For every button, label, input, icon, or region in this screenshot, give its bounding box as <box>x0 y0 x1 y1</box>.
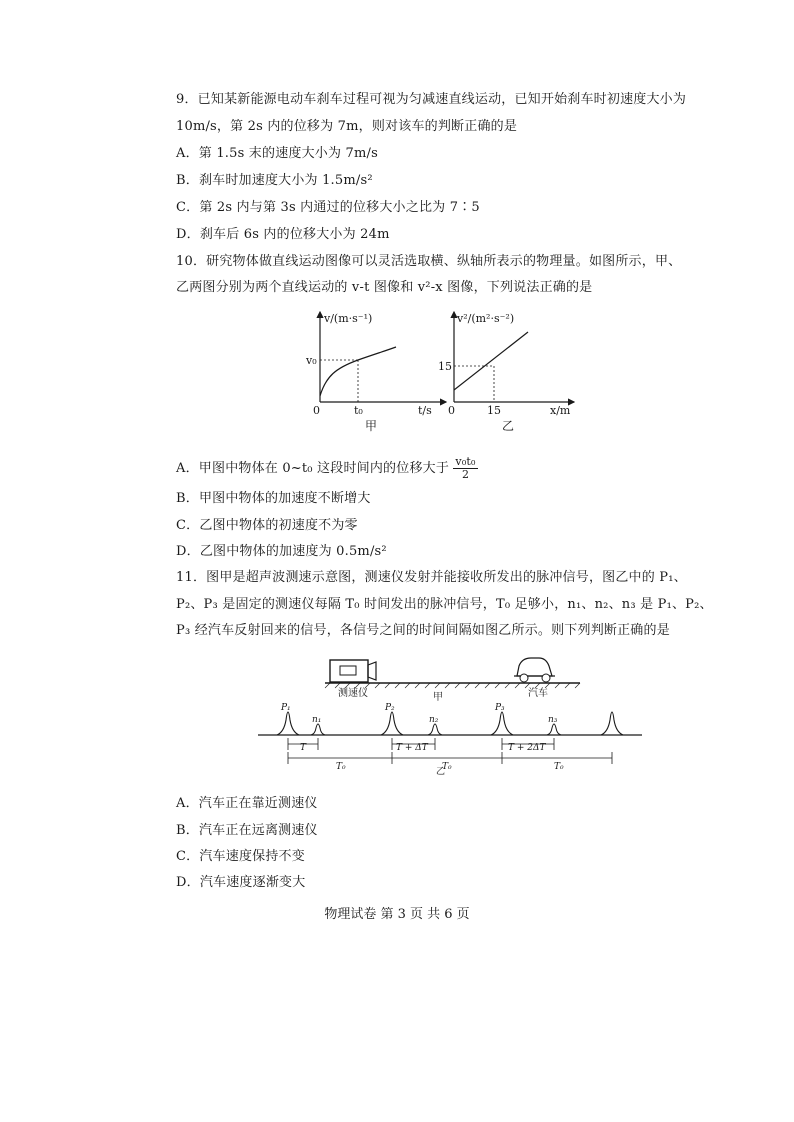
origin-label: 0 <box>448 404 455 417</box>
gap-t-2dt-label: T + 2ΔT <box>508 743 546 753</box>
emitted-pulses <box>277 712 623 735</box>
speed-meter-icon <box>330 660 376 682</box>
t0-label-2: T₀ <box>442 762 452 772</box>
gap-t-dt-label: T + ΔT <box>396 743 428 753</box>
q10-option-a-text: A．甲图中物体在 0~t₀ 这段时间内的位移大于 <box>176 461 450 476</box>
caption-yi: 乙 <box>502 419 515 433</box>
n2-label: n₂ <box>429 715 439 725</box>
q11-option-d: D．汽车速度逐渐变大 <box>176 875 306 890</box>
y-axis-label: v²/(m²·s⁻²) <box>457 312 515 325</box>
ultrasonic-figure <box>250 650 650 775</box>
x-axis-label: t/s <box>418 404 432 417</box>
q10-option-c: C．乙图中物体的初速度不为零 <box>176 518 358 533</box>
q10-stem-line1: 10．研究物体做直线运动图像可以灵活选取横、纵轴所表示的物理量。如图所示，甲、 <box>176 254 682 269</box>
q11-option-a: A．汽车正在靠近测速仪 <box>176 796 318 811</box>
y15-tick: 15 <box>438 360 452 373</box>
t0-label-3: T₀ <box>554 762 564 772</box>
q11-option-b: B．汽车正在远离测速仪 <box>176 823 318 838</box>
fraction-numerator: v₀t₀ <box>455 455 476 468</box>
fraction-denominator: 2 <box>461 468 470 481</box>
vt-graph-jia <box>300 306 450 434</box>
p3-label: P₃ <box>495 703 505 713</box>
echo-pulses <box>311 724 561 735</box>
caption-jia: 甲 <box>433 692 443 703</box>
x15-tick: 15 <box>487 404 501 417</box>
y-axis-label: v/(m·s⁻¹) <box>324 312 373 325</box>
t0-tick: t₀ <box>354 404 363 417</box>
q9-option-c: C．第 2s 内与第 3s 内通过的位移大小之比为 7∶5 <box>176 200 480 215</box>
device-label: 测速仪 <box>338 688 368 699</box>
fraction-v0t0-over-2 <box>453 456 477 481</box>
q10-option-b: B．甲图中物体的加速度不断增大 <box>176 491 371 506</box>
q9-option-d: D．刹车后 6s 内的位移大小为 24m <box>176 227 390 242</box>
q11-stem-line1: 11．图甲是超声波测速示意图，测速仪发射并能接收所发出的脉冲信号，图乙中的 P₁、 <box>176 570 687 585</box>
car-icon <box>514 658 555 682</box>
gap-t-label: T <box>300 743 307 753</box>
n3-label: n₃ <box>548 715 558 725</box>
q10-option-a <box>176 456 478 481</box>
q10-option-d: D．乙图中物体的加速度为 0.5m/s² <box>176 544 387 559</box>
q9-stem-line2: 10m/s，第 2s 内的位移为 7m，则对该车的判断正确的是 <box>176 119 518 134</box>
origin-label: 0 <box>313 404 320 417</box>
q11-option-c: C．汽车速度保持不变 <box>176 849 305 864</box>
v0-tick: v₀ <box>306 354 317 367</box>
caption-jia: 甲 <box>365 419 378 433</box>
q9-stem-line1: 9．已知某新能源电动车刹车过程可视为匀减速直线运动，已知开始刹车时初速度大小为 <box>176 92 687 107</box>
v2x-graph-yi <box>438 306 578 434</box>
page-footer: 物理试卷 第 3 页 共 6 页 <box>324 907 470 922</box>
q10-stem-line2: 乙两图分别为两个直线运动的 v-t 图像和 v²-x 图像，下列说法正确的是 <box>176 280 593 295</box>
car-label: 汽车 <box>528 688 548 699</box>
p1-label: P₁ <box>281 703 291 713</box>
q11-stem-line3: P₃ 经汽车反射回来的信号，各信号之间的时间间隔如图乙所示。则下列判断正确的是 <box>176 623 670 638</box>
n1-label: n₁ <box>312 715 322 725</box>
caption-yi: 乙 <box>436 767 446 775</box>
q9-option-a: A．第 1.5s 末的速度大小为 7m/s <box>176 146 378 161</box>
v2-line <box>454 332 528 390</box>
q9-option-b: B．刹车时加速度大小为 1.5m/s² <box>176 173 373 188</box>
x-axis-label: x/m <box>550 404 571 417</box>
q11-stem-line2: P₂、P₃ 是固定的测速仪每隔 T₀ 时间发出的脉冲信号，T₀ 足够小，n₁、n₂、n₃ 是 P₁、P₂、 <box>176 597 713 612</box>
p2-label: P₂ <box>385 703 395 713</box>
t0-label-1: T₀ <box>336 762 346 772</box>
